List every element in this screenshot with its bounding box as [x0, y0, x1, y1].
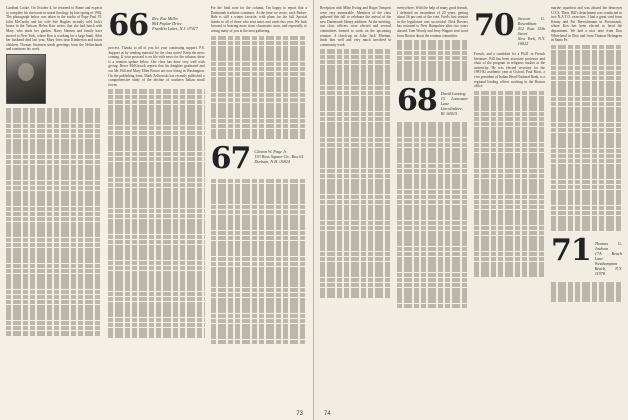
class-66-header: [108, 8, 204, 43]
right-column-1: [320, 6, 391, 406]
class-68-name: David Lauring: [440, 91, 466, 97]
class-66-correspondent: [152, 12, 198, 31]
right-page: [314, 0, 628, 420]
class-68-address2: Lincolnshire, Ill. 60015: [440, 106, 463, 117]
class-66-address2: Franklin Lakes, N.J. 07417: [152, 26, 198, 31]
class-70-correspondent: [518, 12, 545, 46]
class-66-name: Rev. Rae Miller: [152, 16, 179, 21]
right-page-number: 74: [324, 411, 331, 417]
right-col1-text: Reception with Mike Ewing and Roger Tempest were very memorable. Members of the class gathered this fall to celebrate the arrival of the new Dartmouth library addition. At the meeting, our class officers were elected and several committees formed to work on the upcoming reunion. A check-up on John 'Jack' Meehan, finds him well and very much involved in community work.: [320, 6, 391, 47]
class-67-year: 67: [210, 140, 251, 176]
left-column-2: [108, 6, 204, 406]
right-col3-text: French, and a candidate for a Ph.D. in French literature. Bill has been associate professor and chair of the program in religious studies at the university. He was elected secretary for the 1981-82 academic year at Oxford. Paul Rizzi, a vice president of Indian Head National Bank, is a regional lending officer working in the Boston office.: [474, 52, 545, 89]
class-70-header: [474, 8, 545, 46]
right-col2-text: everywhere. With the help of many good friends, I defeated an incumbent of 20 years, getting about 56 per cent of the vote. Fred's first session in the legislature was successful. Dick Bowers has returned to New Hampshire after two years abroad. Tom Woody and Jerry Wagner sent word from Boston about the reunion committee.: [397, 6, 468, 38]
right-column-3: [474, 6, 545, 406]
class-67-name: Clinton W. Page Jr.: [254, 148, 287, 154]
class-71-address1: 17A Beach Lane: [594, 250, 622, 261]
left-col2-text: process. Thanks to all of you for your continuing support. P.S. Support us by sending material for the class notes! Keep the news coming. If your postcard is on file with news for the column, there is a reunion update below. Our class has done very well with giving. Bruce McKissock reports that his daughter graduated and our Mr. Bill and Mary Ellen Bower are now living in Washington. On the publishing front, Mark Zelkowski has recently published a comprehensive study of the decline of southern Italian small towns.: [108, 46, 205, 87]
class-66-year: 66: [108, 8, 149, 43]
class-68-year: 68: [397, 83, 437, 119]
class-67-header: [210, 140, 307, 176]
class-70-address2: New York, N.Y. 10022: [517, 36, 545, 46]
right-column-2: [397, 6, 468, 406]
portrait-photo: [6, 54, 46, 104]
right-col4-text: marine squadron and was aboard the destroyer U.S.S. Thew. Bill's detachment was conducted in two N.A.T.O. exercises. I had a great card from Kenny and Pat Beerschmann in Portsmouth, where Ken has been elected to head the department. We had a nice note from Don Whitehead in Ohio and from Thomas Holmgren in Santa Fe.: [551, 6, 622, 43]
class-68-header: [397, 83, 468, 119]
class-71-year: 71: [551, 232, 591, 268]
left-column-3: [211, 6, 307, 406]
class-70-name: Stewart G. Rosenblum: [517, 16, 545, 26]
class-71-correspondent: [595, 237, 622, 276]
class-68-address1: 15 Lancaster Lane: [440, 96, 468, 107]
class-71-address2: Westhampton Beach, N.Y. 11978: [594, 260, 622, 276]
class-70-year: 70: [474, 8, 514, 43]
class-71-name: Thomas G. Jackson: [594, 240, 622, 251]
class-68-correspondent: [441, 87, 468, 116]
left-col3-text: For the final note for the column, I'm happy to report that a Dartmouth tradition continues. At the time we wrote, each Parker-Hale is still a winter favorite, with plans for the fall. Special thanks to all of those who sent notes and cards this year. We look forward to hearing more from classmates soon, and especially to seeing many of you at the next gathering.: [210, 6, 307, 33]
class-67-address2: Durham, N.H. 03824: [254, 158, 290, 164]
class-66-address1: 864 Poplar Drive: [152, 21, 182, 26]
class-71-header: [551, 232, 622, 276]
class-67-address1: 193 Ross Square Cir., Box 61: [254, 153, 304, 159]
left-page-number: 73: [296, 411, 303, 417]
class-70-address1: 412 East 55th Street: [517, 26, 545, 36]
right-column-4: [551, 6, 622, 406]
left-column-1: [6, 6, 102, 406]
left-col1-text: Cardinal Cooke. On October 4, he returned to Rome and expects to complete his doctorate in moral theology by late spring of 1982. The photograph below was taken in the studio of Pope Paul VI. John McCarthy and his wife Sue Hughes recently sold Jack's house in the Vatican. Helen Karr writes that she had lunch with Mary, who tends her garden. Harry Hansen and family have moved to New York, where Ken is working for a large bank. After her husband died last year, Mary lives near Kimberton and tutors children. Thomas Swanson sends greetings from the Netherlands and continues his work.: [6, 6, 103, 52]
class-67-correspondent: [254, 145, 303, 164]
